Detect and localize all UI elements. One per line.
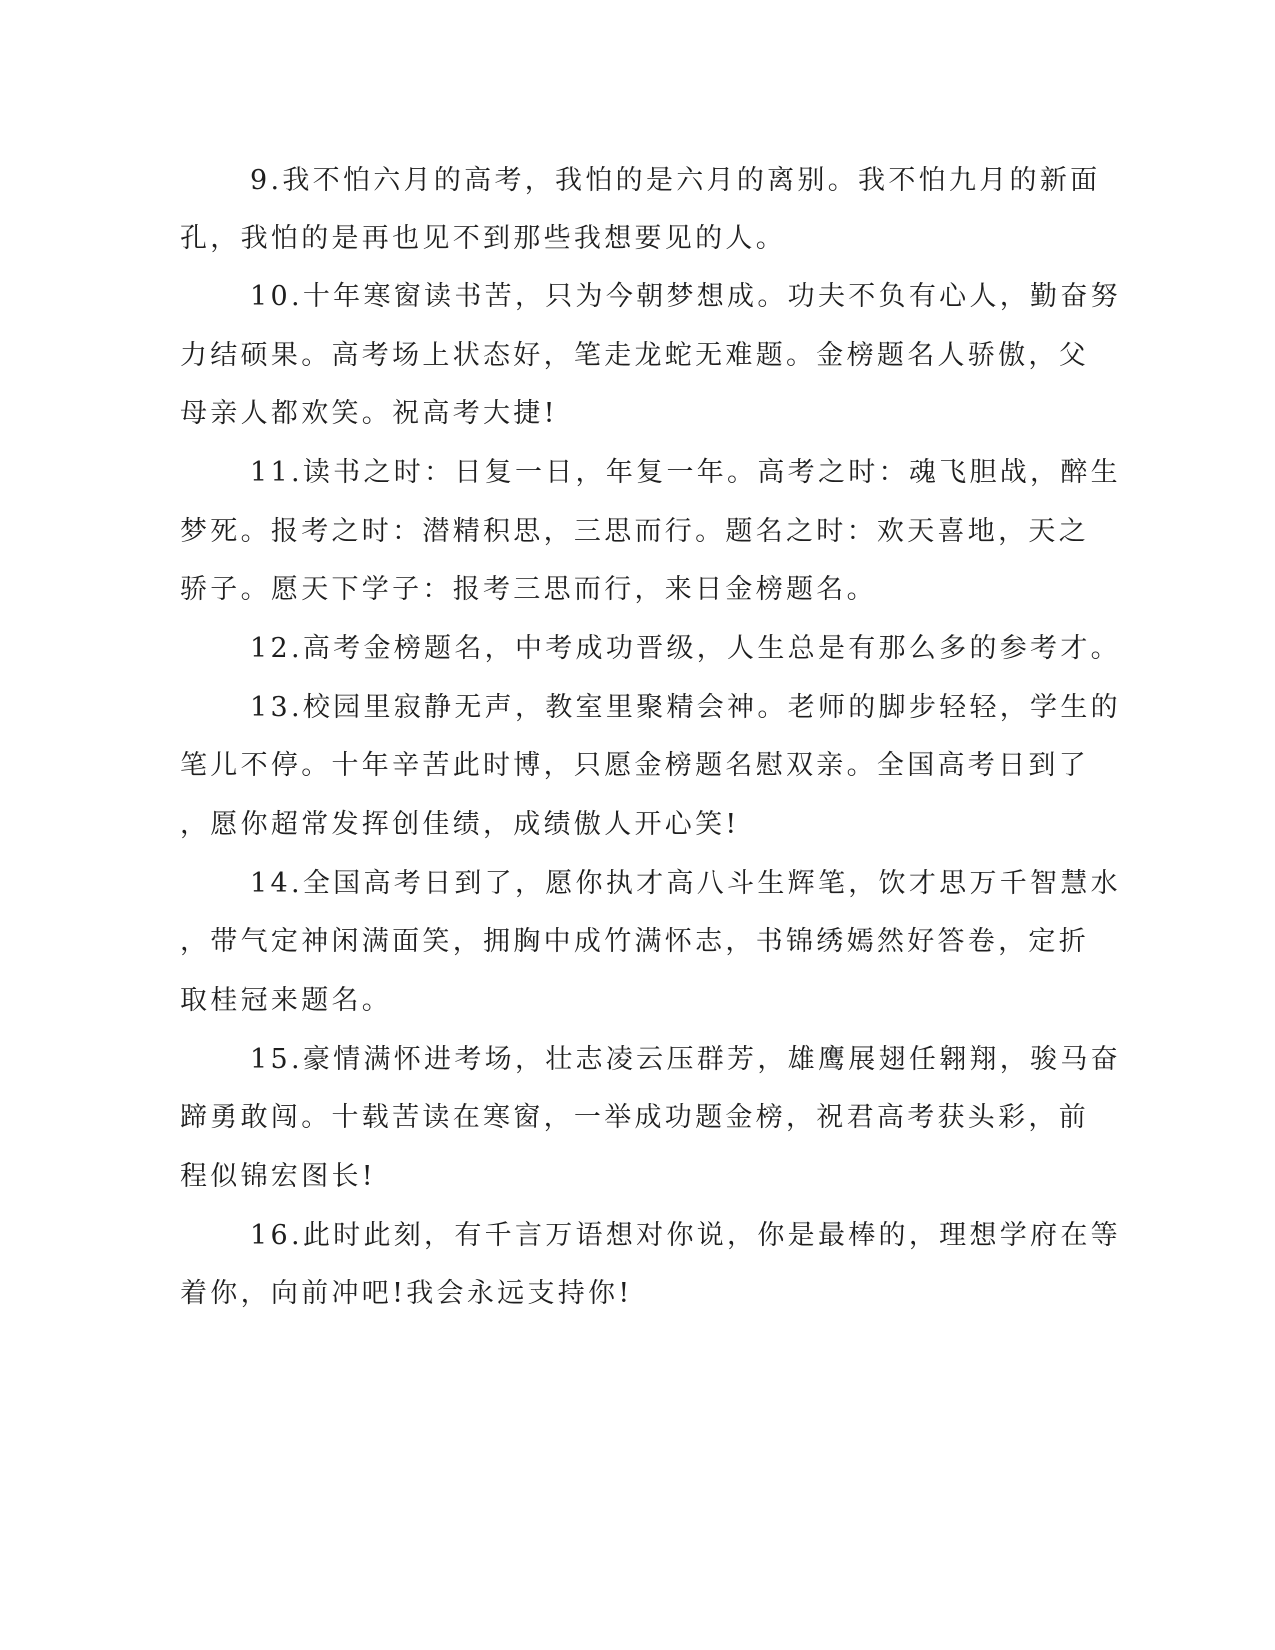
paragraph-9-line-2: 孔，我怕的是再也见不到那些我想要见的人。 (180, 223, 786, 254)
paragraph-11-line-1: 11.读书之时：日复一日，年复一年。高考之时：魂飞胆战，醉生 (250, 457, 1121, 488)
paragraph-10-line-1: 10.十年寒窗读书苦，只为今朝梦想成。功夫不负有心人，勤奋努 (250, 281, 1121, 312)
paragraph-15-line-1: 15.豪情满怀进考场，壮志凌云压群芳，雄鹰展翅任翱翔，骏马奋 (250, 1044, 1121, 1075)
paragraph-14-line-1: 14.全国高考日到了，愿你执才高八斗生辉笔，饮才思万千智慧水 (250, 868, 1121, 899)
paragraph-16-line-2: 着你，向前冲吧!我会永远支持你! (180, 1278, 633, 1309)
paragraph-13-line-3: ，愿你超常发挥创佳绩，成绩傲人开心笑! (180, 809, 740, 840)
paragraph-14-line-2: ，带气定神闲满面笑，拥胸中成竹满怀志，书锦绣嫣然好答卷，定折 (180, 926, 1089, 957)
paragraph-11-line-3: 骄子。愿天下学子：报考三思而行，来日金榜题名。 (180, 574, 877, 605)
paragraph-9-line-1: 9.我不怕六月的高考，我怕的是六月的离别。我不怕九月的新面 (250, 165, 1101, 196)
paragraph-10-line-3: 母亲人都欢笑。祝高考大捷! (180, 398, 558, 429)
paragraph-15-line-2: 蹄勇敢闯。十载苦读在寒窗，一举成功题金榜，祝君高考获头彩，前 (180, 1102, 1089, 1133)
paragraph-13-line-2: 笔儿不停。十年辛苦此时博，只愿金榜题名慰双亲。全国高考日到了 (180, 750, 1089, 781)
paragraph-14-line-3: 取桂冠来题名。 (180, 985, 393, 1016)
paragraph-16-line-1: 16.此时此刻，有千言万语想对你说，你是最棒的，理想学府在等 (250, 1220, 1121, 1251)
paragraph-13-line-1: 13.校园里寂静无声，教室里聚精会神。老师的脚步轻轻，学生的 (250, 692, 1121, 723)
paragraph-12-line-1: 12.高考金榜题名，中考成功晋级，人生总是有那么多的参考才。 (250, 633, 1121, 664)
paragraph-15-line-3: 程似锦宏图长! (180, 1161, 376, 1192)
paragraph-10-line-2: 力结硕果。高考场上状态好，笔走龙蛇无难题。金榜题名人骄傲，父 (180, 340, 1089, 371)
paragraph-11-line-2: 梦死。报考之时：潜精积思，三思而行。题名之时：欢天喜地，天之 (180, 516, 1089, 547)
